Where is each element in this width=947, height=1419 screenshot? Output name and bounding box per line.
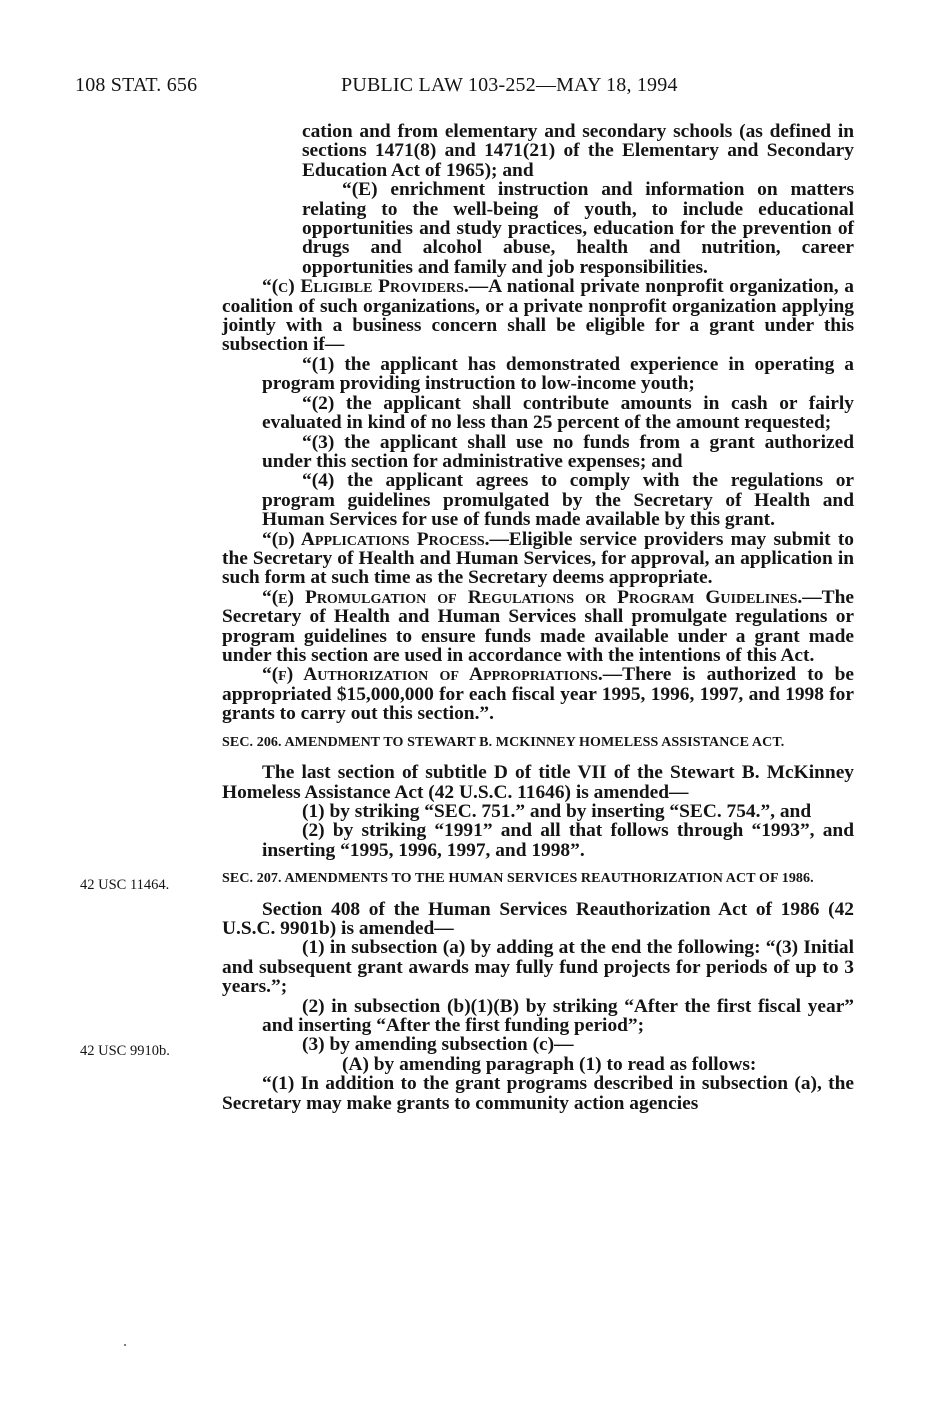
scan-speck [124,1344,126,1346]
page-folio: 108 STAT. 656 [75,74,198,96]
subsection-e-heading: “(e) Promulgation of Regulations or Program Guidelines. [262,586,803,608]
body-text [222,122,854,1113]
section-207-item-2: (2) in subsection (b)(1)(B) by striking “After the first fiscal year” and inserting “After the first funding period”; [262,995,854,1037]
paragraph-continuation: cation and from elementary and secondary schools (as defined in sections 1471(8) and 1471(21) of the Elementary and Secondary Education Act of 1965); and [302,121,854,181]
subsection-e-text: —The Secretary of Health and Human Services shall promulgate regulations or program guidelines to ensure funds made available under a grant made under this section are used in accordance with the intentions of this Act. [222,586,854,666]
clause-c1: “(1) the applicant has demonstrated experience in operating a program providing instruction to low-income youth; [262,353,854,395]
section-206-heading: SEC. 206. AMENDMENT TO STEWART B. MCKINNEY HOMELESS ASSISTANCE ACT. [222,734,785,750]
running-title: PUBLIC LAW 103-252—MAY 18, 1994 [341,74,678,96]
subsection-d-heading: “(d) Applications Process. [262,528,490,550]
subsection-f-heading: “(f) Authorization of Appropriations. [262,664,603,686]
clause-c4: “(4) the applicant agrees to comply with the regulations or program guidelines promulgated by the Secretary of Health and Human Services for use of funds made available by this grant. [262,470,854,531]
section-207-quoted-paragraph: “(1) In addition to the grant programs described in subsection (a), the Secretary may make grants to community action agencies [222,1073,854,1114]
section-207-item-1: (1) in subsection (a) by adding at the end the following: “(3) Initial and subsequent grant awards may fully fund projects for periods of up to 3 years.”; [222,937,854,998]
margin-note-sec206: 42 USC 11464. [80,877,170,893]
paragraph-E: “(E) enrichment instruction and information on matters relating to the well-being of youth, to include educational opportunities and study practices, education for the prevention of drugs and alcohol abuse, health and nutrition, career opportunities and family and job responsibilities. [302,179,854,278]
section-207-heading: SEC. 207. AMENDMENTS TO THE HUMAN SERVICES REAUTHORIZATION ACT OF 1986. [222,871,814,887]
section-207-intro: Section 408 of the Human Services Reauthorization Act of 1986 (42 U.S.C. 9901b) is amended— [222,898,854,940]
section-206-item-2: (2) by striking “1991” and all that follows through “1993”, and inserting “1995, 1996, 1997, and 1998”. [262,820,854,861]
section-207-item-3: (3) by amending subsection (c)— [302,1034,574,1056]
subsection-d [222,530,854,588]
clause-c2: “(2) the applicant shall contribute amounts in cash or fairly evaluated in kind of no less than 25 percent of the amount requested; [262,392,854,434]
subsection-e [222,588,854,666]
section-206-intro: The last section of subtitle D of title VII of the Stewart B. McKinney Homeless Assistance Act (42 U.S.C. 11646) is amended— [222,762,854,803]
subsection-c-text: —A national private nonprofit organization, a coalition of such organizations, or a private nonprofit organization applying jointly with a business concern shall be eligible for a grant under this subsection if— [222,276,854,356]
clause-c3: “(3) the applicant shall use no funds from a grant authorized under this section for administrative expenses; and [262,431,854,472]
margin-note-sec207: 42 USC 9910b. [80,1043,170,1059]
subsection-d-text: —Eligible service providers may submit to the Secretary of Health and Human Services, for approval, an application in such form at such time as the Secretary deems appropriate. [222,528,854,589]
section-206-item-1: (1) by striking “SEC. 751.” and by inserting “SEC. 754.”, and [302,800,812,822]
subsection-c-heading: “(c) Eligible Providers. [262,276,469,298]
subsection-f-text: —There is authorized to be appropriated $15,000,000 for each fiscal year 1995, 1996, 1997, and 1998 for grants to carry out this section.”. [222,664,854,725]
running-head [75,74,865,104]
section-207-item-3A: (A) by amending paragraph (1) to read as follows: [342,1053,757,1075]
subsection-c [222,277,854,355]
subsection-f [222,665,854,723]
